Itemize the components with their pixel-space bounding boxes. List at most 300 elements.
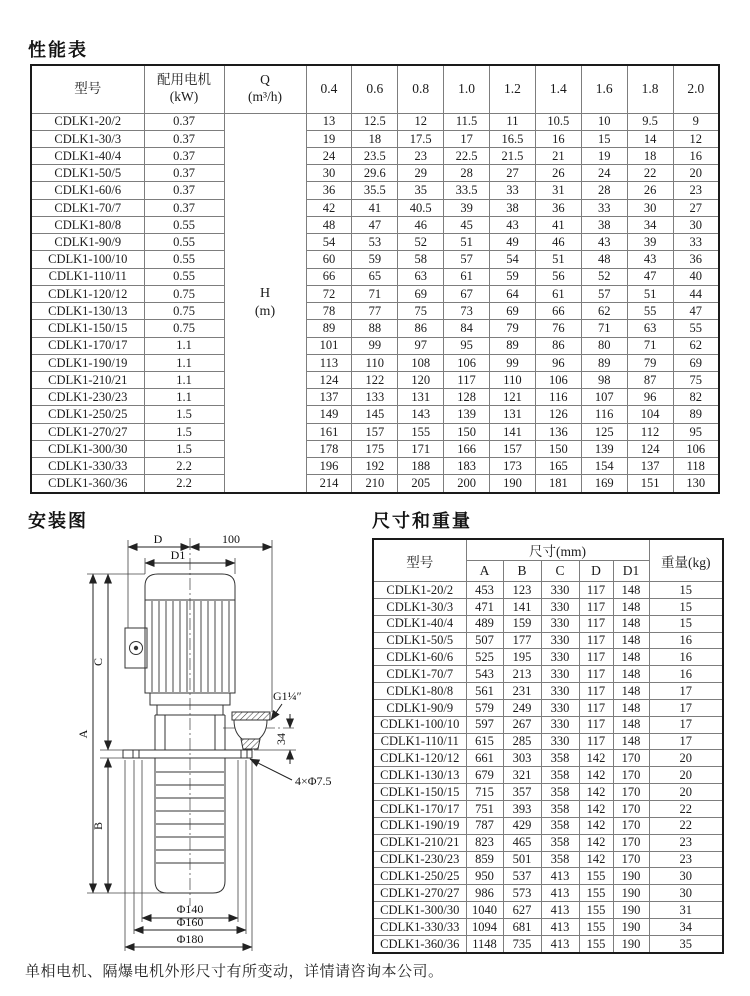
dimension-value-cell: 155 [579, 902, 613, 919]
dimension-value-cell: 429 [503, 817, 541, 834]
head-value-cell: 11 [490, 113, 536, 130]
dimension-value-cell: 177 [503, 632, 541, 649]
dimension-value-cell: 142 [579, 851, 613, 868]
head-value-cell: 29 [398, 165, 444, 182]
dimensions-row [373, 935, 723, 953]
head-value-cell: 43 [627, 251, 673, 268]
head-value-cell: 88 [352, 320, 398, 337]
model-cell: CDLK1-100/10 [31, 251, 144, 268]
head-value-cell: 61 [535, 285, 581, 302]
dimension-value-cell: 155 [579, 885, 613, 902]
power-cell: 0.55 [144, 268, 224, 285]
head-value-cell: 120 [398, 372, 444, 389]
head-value-cell: 106 [444, 354, 490, 371]
dimension-value-cell: 330 [541, 666, 579, 683]
head-value-cell: 64 [490, 285, 536, 302]
dimension-value-cell: 148 [613, 582, 649, 599]
dim-label-phi160: Φ160 [176, 915, 204, 929]
model-cell: CDLK1-80/8 [31, 216, 144, 233]
head-value-cell: 130 [673, 475, 719, 493]
head-value-cell: 87 [627, 372, 673, 389]
model-cell: CDLK1-50/5 [373, 632, 466, 649]
head-value-cell: 192 [352, 458, 398, 475]
dimension-value-cell: 23 [649, 851, 723, 868]
head-value-cell: 89 [673, 406, 719, 423]
head-value-cell: 141 [490, 423, 536, 440]
head-value-cell: 30 [627, 199, 673, 216]
model-cell: CDLK1-300/30 [373, 902, 466, 919]
head-value-cell: 157 [490, 440, 536, 457]
dimension-value-cell: 190 [613, 935, 649, 953]
head-value-cell: 33 [581, 199, 627, 216]
dimension-value-cell: 330 [541, 598, 579, 615]
head-value-cell: 27 [673, 199, 719, 216]
head-value-cell: 76 [535, 320, 581, 337]
dimension-value-cell: 15 [649, 598, 723, 615]
power-cell: 0.37 [144, 182, 224, 199]
performance-row [31, 216, 719, 233]
head-value-cell: 101 [306, 337, 352, 354]
model-cell: CDLK1-100/10 [373, 716, 466, 733]
head-value-cell: 69 [490, 303, 536, 320]
head-value-cell: 171 [398, 440, 444, 457]
model-column-header: 型号 [31, 65, 144, 113]
head-value-cell: 65 [352, 268, 398, 285]
head-value-cell: 54 [490, 251, 536, 268]
power-cell: 0.75 [144, 285, 224, 302]
head-value-cell: 39 [627, 234, 673, 251]
head-value-cell: 58 [398, 251, 444, 268]
dimension-value-cell: 117 [579, 649, 613, 666]
head-value-cell: 82 [673, 389, 719, 406]
head-value-cell: 75 [398, 303, 444, 320]
power-cell: 1.1 [144, 354, 224, 371]
dimension-value-cell: 17 [649, 733, 723, 750]
dimension-value-cell: 20 [649, 784, 723, 801]
head-value-cell: 84 [444, 320, 490, 337]
thread-label: G1¼″ [273, 689, 302, 703]
model-cell: CDLK1-80/8 [373, 683, 466, 700]
head-value-cell: 39 [444, 199, 490, 216]
head-value-cell: 128 [444, 389, 490, 406]
head-value-cell: 49 [490, 234, 536, 251]
model-cell: CDLK1-190/19 [373, 817, 466, 834]
dimension-value-cell: 413 [541, 935, 579, 953]
dimension-value-cell: 34 [649, 918, 723, 935]
head-value-cell: 33 [490, 182, 536, 199]
head-merged-cell [224, 113, 306, 493]
head-value-cell: 89 [306, 320, 352, 337]
motor-header-line1: 配用电机 [157, 72, 211, 88]
dimension-value-cell: 303 [503, 750, 541, 767]
model-cell: CDLK1-190/19 [31, 354, 144, 371]
dimensions-row [373, 649, 723, 666]
head-value-cell: 151 [627, 475, 673, 493]
head-value-cell: 72 [306, 285, 352, 302]
dimension-value-cell: 16 [649, 666, 723, 683]
head-value-cell: 11.5 [444, 113, 490, 130]
dimension-value-cell: 330 [541, 582, 579, 599]
dimension-value-cell: 358 [541, 767, 579, 784]
head-value-cell: 95 [444, 337, 490, 354]
power-cell: 0.55 [144, 251, 224, 268]
dimension-value-cell: 615 [466, 733, 503, 750]
dimension-value-cell: 117 [579, 666, 613, 683]
dimension-value-cell: 543 [466, 666, 503, 683]
head-value-cell: 34 [627, 216, 673, 233]
dimension-value-cell: 142 [579, 784, 613, 801]
dimension-value-cell: 170 [613, 750, 649, 767]
dimensions-table-body [373, 582, 723, 954]
dimensions-row [373, 902, 723, 919]
dimensions-row [373, 666, 723, 683]
head-value-cell: 9.5 [627, 113, 673, 130]
head-value-cell: 26 [535, 165, 581, 182]
model-cell: CDLK1-170/17 [31, 337, 144, 354]
head-value-cell: 47 [627, 268, 673, 285]
head-value-cell: 157 [352, 423, 398, 440]
dimensions-row [373, 582, 723, 599]
size-column-header: D [579, 561, 613, 582]
head-value-cell: 62 [673, 337, 719, 354]
head-value-cell: 23 [398, 147, 444, 164]
head-value-cell: 188 [398, 458, 444, 475]
head-value-cell: 22.5 [444, 147, 490, 164]
dimension-value-cell: 231 [503, 683, 541, 700]
head-value-cell: 18 [627, 147, 673, 164]
dimensions-header-row1 [373, 539, 723, 561]
head-value-cell: 71 [352, 285, 398, 302]
model-cell: CDLK1-70/7 [31, 199, 144, 216]
head-value-cell: 86 [398, 320, 444, 337]
dimension-value-cell: 170 [613, 851, 649, 868]
dimension-value-cell: 31 [649, 902, 723, 919]
head-value-cell: 150 [444, 423, 490, 440]
model-cell: CDLK1-20/2 [31, 113, 144, 130]
head-value-cell: 23 [673, 182, 719, 199]
dimension-value-cell: 123 [503, 582, 541, 599]
head-value-cell: 73 [444, 303, 490, 320]
head-value-cell: 214 [306, 475, 352, 493]
model-cell: CDLK1-210/21 [373, 834, 466, 851]
head-value-cell: 63 [627, 320, 673, 337]
head-value-cell: 99 [490, 354, 536, 371]
dimensions-row [373, 750, 723, 767]
head-value-cell: 17.5 [398, 130, 444, 147]
performance-row [31, 251, 719, 268]
head-value-cell: 173 [490, 458, 536, 475]
power-cell: 1.5 [144, 440, 224, 457]
dimension-value-cell: 117 [579, 716, 613, 733]
dim-label-b: B [91, 821, 105, 831]
dimensions-row [373, 683, 723, 700]
head-value-cell: 104 [627, 406, 673, 423]
head-value-cell: 14 [627, 130, 673, 147]
performance-row [31, 268, 719, 285]
dim-label-a: A [76, 729, 90, 739]
head-value-cell: 97 [398, 337, 444, 354]
head-value-cell: 61 [444, 268, 490, 285]
dimension-value-cell: 20 [649, 767, 723, 784]
head-value-cell: 161 [306, 423, 352, 440]
dimension-value-cell: 501 [503, 851, 541, 868]
model-cell: CDLK1-130/13 [373, 767, 466, 784]
dims-weight-header: 重量(kg) [649, 539, 723, 582]
model-cell: CDLK1-60/6 [373, 649, 466, 666]
head-value-cell: 20 [673, 165, 719, 182]
dimension-value-cell: 357 [503, 784, 541, 801]
power-cell: 1.1 [144, 389, 224, 406]
dimension-value-cell: 213 [503, 666, 541, 683]
dimension-value-cell: 393 [503, 800, 541, 817]
head-value-cell: 18 [352, 130, 398, 147]
dimension-value-cell: 15 [649, 582, 723, 599]
size-column-header: D1 [613, 561, 649, 582]
model-cell: CDLK1-130/13 [31, 303, 144, 320]
model-cell: CDLK1-70/7 [373, 666, 466, 683]
head-value-cell: 19 [581, 147, 627, 164]
model-cell: CDLK1-50/5 [31, 165, 144, 182]
size-column-header: C [541, 561, 579, 582]
extension-lines [87, 540, 296, 951]
head-value-cell: 154 [581, 458, 627, 475]
installation-diagram [30, 528, 360, 964]
head-value-cell: 19 [306, 130, 352, 147]
performance-row [31, 440, 719, 457]
head-value-cell: 60 [306, 251, 352, 268]
head-value-cell: 80 [581, 337, 627, 354]
dimension-value-cell: 413 [541, 918, 579, 935]
dimension-value-cell: 986 [466, 885, 503, 902]
head-value-cell: 106 [673, 440, 719, 457]
dimension-value-cell: 190 [613, 885, 649, 902]
dimension-value-cell: 190 [613, 868, 649, 885]
head-value-cell: 46 [535, 234, 581, 251]
performance-row [31, 234, 719, 251]
head-value-cell: 126 [535, 406, 581, 423]
dimension-value-cell: 681 [503, 918, 541, 935]
dimension-value-cell: 30 [649, 885, 723, 902]
head-value-cell: 55 [673, 320, 719, 337]
dim-label-100: 100 [222, 532, 240, 546]
head-value-cell: 137 [306, 389, 352, 406]
head-value-cell: 12 [673, 130, 719, 147]
dimension-value-cell: 573 [503, 885, 541, 902]
dimension-value-cell: 20 [649, 750, 723, 767]
performance-row [31, 199, 719, 216]
dimension-value-cell: 453 [466, 582, 503, 599]
dimension-value-cell: 751 [466, 800, 503, 817]
dimension-value-cell: 330 [541, 683, 579, 700]
dimension-lines [93, 547, 292, 947]
model-cell: CDLK1-250/25 [373, 868, 466, 885]
dimension-value-cell: 859 [466, 851, 503, 868]
dimension-value-cell: 330 [541, 615, 579, 632]
head-value-cell: 166 [444, 440, 490, 457]
head-value-cell: 200 [444, 475, 490, 493]
dimension-value-cell: 117 [579, 699, 613, 716]
head-value-cell: 62 [581, 303, 627, 320]
dimensions-row [373, 885, 723, 902]
head-value-cell: 36 [306, 182, 352, 199]
head-value-cell: 44 [673, 285, 719, 302]
model-cell: CDLK1-170/17 [373, 800, 466, 817]
head-value-cell: 33 [673, 234, 719, 251]
performance-table [30, 64, 720, 494]
head-value-cell: 57 [581, 285, 627, 302]
head-value-cell: 183 [444, 458, 490, 475]
dimension-value-cell: 525 [466, 649, 503, 666]
dimensions-row [373, 699, 723, 716]
size-column-header: A [466, 561, 503, 582]
dimension-value-cell: 471 [466, 598, 503, 615]
head-value-cell: 17 [444, 130, 490, 147]
dimension-value-cell: 16 [649, 632, 723, 649]
head-value-cell: 21.5 [490, 147, 536, 164]
head-value-cell: 51 [535, 251, 581, 268]
dims-size-group-header: 尺寸(mm) [466, 539, 649, 561]
dimension-value-cell: 35 [649, 935, 723, 953]
performance-row [31, 372, 719, 389]
dimension-value-cell: 267 [503, 716, 541, 733]
head-value-cell: 28 [444, 165, 490, 182]
dimension-value-cell: 142 [579, 767, 613, 784]
head-value-cell: 69 [673, 354, 719, 371]
head-value-cell: 155 [398, 423, 444, 440]
dimension-value-cell: 142 [579, 817, 613, 834]
head-value-cell: 35 [398, 182, 444, 199]
dimension-value-cell: 195 [503, 649, 541, 666]
performance-header-row [31, 65, 719, 113]
model-cell: CDLK1-230/23 [373, 851, 466, 868]
dimension-value-cell: 537 [503, 868, 541, 885]
flow-column-header [224, 65, 306, 113]
dimension-value-cell: 413 [541, 902, 579, 919]
dimension-value-cell: 1148 [466, 935, 503, 953]
installation-title: 安装图 [28, 511, 88, 531]
dimensions-row [373, 800, 723, 817]
dimension-value-cell: 155 [579, 935, 613, 953]
dimension-value-cell: 148 [613, 649, 649, 666]
head-value-cell: 16.5 [490, 130, 536, 147]
power-cell: 0.75 [144, 320, 224, 337]
dimension-value-cell: 148 [613, 615, 649, 632]
model-cell: CDLK1-20/2 [373, 582, 466, 599]
head-value-cell: 15 [581, 130, 627, 147]
head-merged-line1: H [259, 285, 271, 301]
head-value-cell: 63 [398, 268, 444, 285]
flow-value-header: 0.8 [398, 65, 444, 113]
head-value-cell: 131 [490, 406, 536, 423]
flow-header-line1: Q [260, 72, 270, 88]
dimension-value-cell: 23 [649, 834, 723, 851]
model-cell: CDLK1-330/33 [373, 918, 466, 935]
head-value-cell: 59 [490, 268, 536, 285]
head-value-cell: 78 [306, 303, 352, 320]
head-value-cell: 48 [581, 251, 627, 268]
flow-value-header: 1.2 [490, 65, 536, 113]
head-value-cell: 89 [581, 354, 627, 371]
head-value-cell: 52 [398, 234, 444, 251]
head-value-cell: 149 [306, 406, 352, 423]
dimension-value-cell: 1094 [466, 918, 503, 935]
head-value-cell: 124 [306, 372, 352, 389]
dimension-value-cell: 627 [503, 902, 541, 919]
head-value-cell: 89 [490, 337, 536, 354]
flow-value-header: 2.0 [673, 65, 719, 113]
head-value-cell: 16 [535, 130, 581, 147]
head-value-cell: 40.5 [398, 199, 444, 216]
dimension-value-cell: 330 [541, 716, 579, 733]
dimensions-row [373, 918, 723, 935]
dimension-value-cell: 141 [503, 598, 541, 615]
dimension-value-cell: 148 [613, 666, 649, 683]
dimension-value-cell: 22 [649, 800, 723, 817]
model-cell: CDLK1-90/9 [31, 234, 144, 251]
head-value-cell: 86 [535, 337, 581, 354]
model-cell: CDLK1-30/3 [373, 598, 466, 615]
flow-value-header: 1.8 [627, 65, 673, 113]
head-value-cell: 42 [306, 199, 352, 216]
dims-model-header: 型号 [373, 539, 466, 582]
dimensions-row [373, 632, 723, 649]
dimension-value-cell: 15 [649, 615, 723, 632]
flow-value-header: 1.4 [535, 65, 581, 113]
dim-label-phi180: Φ180 [176, 932, 204, 946]
head-value-cell: 30 [673, 216, 719, 233]
head-value-cell: 139 [581, 440, 627, 457]
performance-row [31, 458, 719, 475]
head-value-cell: 79 [627, 354, 673, 371]
dimension-value-cell: 170 [613, 800, 649, 817]
dimensions-row [373, 767, 723, 784]
flow-value-header: 0.4 [306, 65, 352, 113]
dimension-value-cell: 285 [503, 733, 541, 750]
dimension-value-cell: 170 [613, 817, 649, 834]
head-value-cell: 52 [581, 268, 627, 285]
head-value-cell: 169 [581, 475, 627, 493]
head-value-cell: 117 [444, 372, 490, 389]
dimension-value-cell: 155 [579, 918, 613, 935]
dimension-value-cell: 787 [466, 817, 503, 834]
head-value-cell: 23.5 [352, 147, 398, 164]
performance-row [31, 182, 719, 199]
head-value-cell: 69 [398, 285, 444, 302]
dimension-value-cell: 142 [579, 834, 613, 851]
motor-column-header [144, 65, 224, 113]
dimension-value-cell: 148 [613, 699, 649, 716]
performance-row [31, 389, 719, 406]
dimension-value-cell: 170 [613, 767, 649, 784]
head-value-cell: 27 [490, 165, 536, 182]
head-value-cell: 95 [673, 423, 719, 440]
head-value-cell: 51 [627, 285, 673, 302]
head-value-cell: 137 [627, 458, 673, 475]
dimension-value-cell: 950 [466, 868, 503, 885]
head-value-cell: 79 [490, 320, 536, 337]
model-cell: CDLK1-30/3 [31, 130, 144, 147]
model-cell: CDLK1-360/36 [373, 935, 466, 953]
head-value-cell: 98 [581, 372, 627, 389]
head-value-cell: 190 [490, 475, 536, 493]
dim-label-34: 34 [274, 733, 288, 745]
dimension-value-cell: 413 [541, 885, 579, 902]
head-value-cell: 46 [398, 216, 444, 233]
performance-row [31, 303, 719, 320]
dimensions-row [373, 784, 723, 801]
performance-row [31, 475, 719, 493]
performance-row [31, 354, 719, 371]
